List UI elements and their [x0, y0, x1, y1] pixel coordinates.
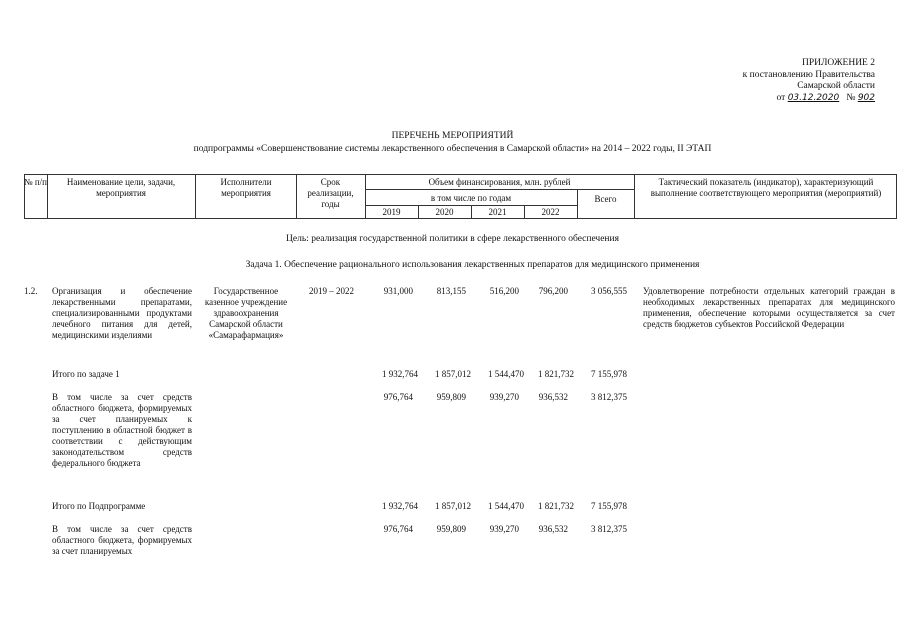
row-value-2019: 1 932,764: [382, 369, 418, 379]
header-divider: [195, 174, 196, 219]
header-divider: [47, 174, 48, 219]
row-number: 1.2.: [24, 286, 38, 296]
row-value-2019: 976,764: [383, 524, 413, 534]
header-col-by-years: в том числе по годам: [430, 193, 512, 203]
appendix-block: [640, 58, 875, 104]
row-value-2021: 939,270: [489, 524, 519, 534]
header-col-indicator: Тактический показатель (индикатор), характеризующий выполнение соответствующего мероприятия (мероприятий): [650, 177, 882, 198]
row-value-2019: 931,000: [383, 286, 413, 296]
header-divider: [296, 174, 297, 219]
header-year-2022: 2022: [541, 207, 560, 217]
header-col-name: Наименование цели, задачи, мероприятия: [66, 177, 176, 198]
row-term: 2019 – 2022: [309, 286, 354, 296]
appendix-title: ПРИЛОЖЕНИЕ 2: [801, 58, 875, 68]
row-value-2021: 939,270: [489, 392, 519, 402]
row-value-2022: 1 821,732: [538, 501, 574, 511]
row-name: В том числе за счет средств областного бюджета, формируемых за счет планируемых: [52, 524, 192, 556]
row-value-2020: 813,155: [436, 286, 466, 296]
row-value-2021: 516,200: [489, 286, 519, 296]
row-value-2022: 936,532: [538, 392, 568, 402]
row-value-2020: 1 857,012: [435, 501, 471, 511]
header-year-2021: 2021: [488, 207, 507, 217]
row-value-2022: 1 821,732: [538, 369, 574, 379]
row-total: 7 155,978: [591, 501, 627, 511]
header-col-funding: Объем финансирования, млн. рублей: [428, 177, 571, 187]
row-total: 3 812,375: [591, 392, 627, 402]
document-title: ПЕРЕЧЕНЬ МЕРОПРИЯТИЙ: [391, 131, 514, 141]
row-total: 7 155,978: [591, 369, 627, 379]
task-line: Задача 1. Обеспечение рационального использования лекарственных препаратов для медицинского применения: [245, 260, 700, 270]
row-name: Итого по Подпрограмме: [52, 501, 146, 511]
row-value-2022: 936,532: [538, 524, 568, 534]
date-handwritten: 03.12.2020: [787, 92, 840, 103]
header-divider: [365, 189, 634, 190]
header-divider: [634, 174, 635, 219]
appendix-line-2: Самарской области: [797, 81, 875, 91]
row-value-2019: 976,764: [383, 392, 413, 402]
row-executor: Государственное казенное учреждение здравоохранения Самарской области «Самарафармация»: [204, 286, 288, 340]
row-total: 3 812,375: [591, 524, 627, 534]
row-value-2022: 796,200: [538, 286, 568, 296]
row-total: 3 056,555: [591, 286, 627, 296]
header-col-executor: Исполнители мероприятия: [220, 177, 272, 198]
number-handwritten: 902: [857, 92, 875, 103]
number-prefix: №: [846, 92, 856, 103]
row-value-2021: 1 544,470: [488, 369, 524, 379]
header-col-total: Всего: [594, 194, 617, 204]
row-value-2020: 959,809: [436, 392, 466, 402]
date-prefix: от: [776, 92, 786, 103]
header-year-2020: 2020: [435, 207, 454, 217]
appendix-date-line: [640, 93, 875, 105]
goal-line: Цель: реализация государственной политики в сфере лекарственного обеспечения: [286, 234, 619, 244]
row-indicator: Удовлетворение потребности отдельных категорий граждан в необходимых лекарственных препаратах для медицинского применения, обеспечение которыми осуществляется за счет средств бюджетов субъектов Российской Федерации: [643, 286, 895, 329]
row-name: Организация и обеспечение лекарственными препаратами, специализированными продуктами лечебного питания для детей, медицинскими изделиями: [52, 286, 192, 340]
appendix-line-1: к постановлению Правительства: [742, 69, 875, 80]
row-value-2020: 1 857,012: [435, 369, 471, 379]
header-col-term: Срок реализации, годы: [307, 177, 354, 209]
row-name: В том числе за счет средств областного бюджета, формируемых за счет планируемых к поступлению в областной бюджет в соответствии с действующим законодательством средств федерального бюджета: [52, 392, 192, 468]
row-value-2019: 1 932,764: [382, 501, 418, 511]
row-name: Итого по задаче 1: [52, 369, 120, 379]
row-value-2021: 1 544,470: [488, 501, 524, 511]
header-col-num: № п/п: [24, 177, 47, 187]
document-subtitle: подпрограммы «Совершенствование системы лекарственного обеспечения в Самарской области» на 2014 – 2022 годы, II ЭТАП: [193, 144, 712, 154]
header-year-2019: 2019: [382, 207, 401, 217]
row-value-2020: 959,809: [436, 524, 466, 534]
